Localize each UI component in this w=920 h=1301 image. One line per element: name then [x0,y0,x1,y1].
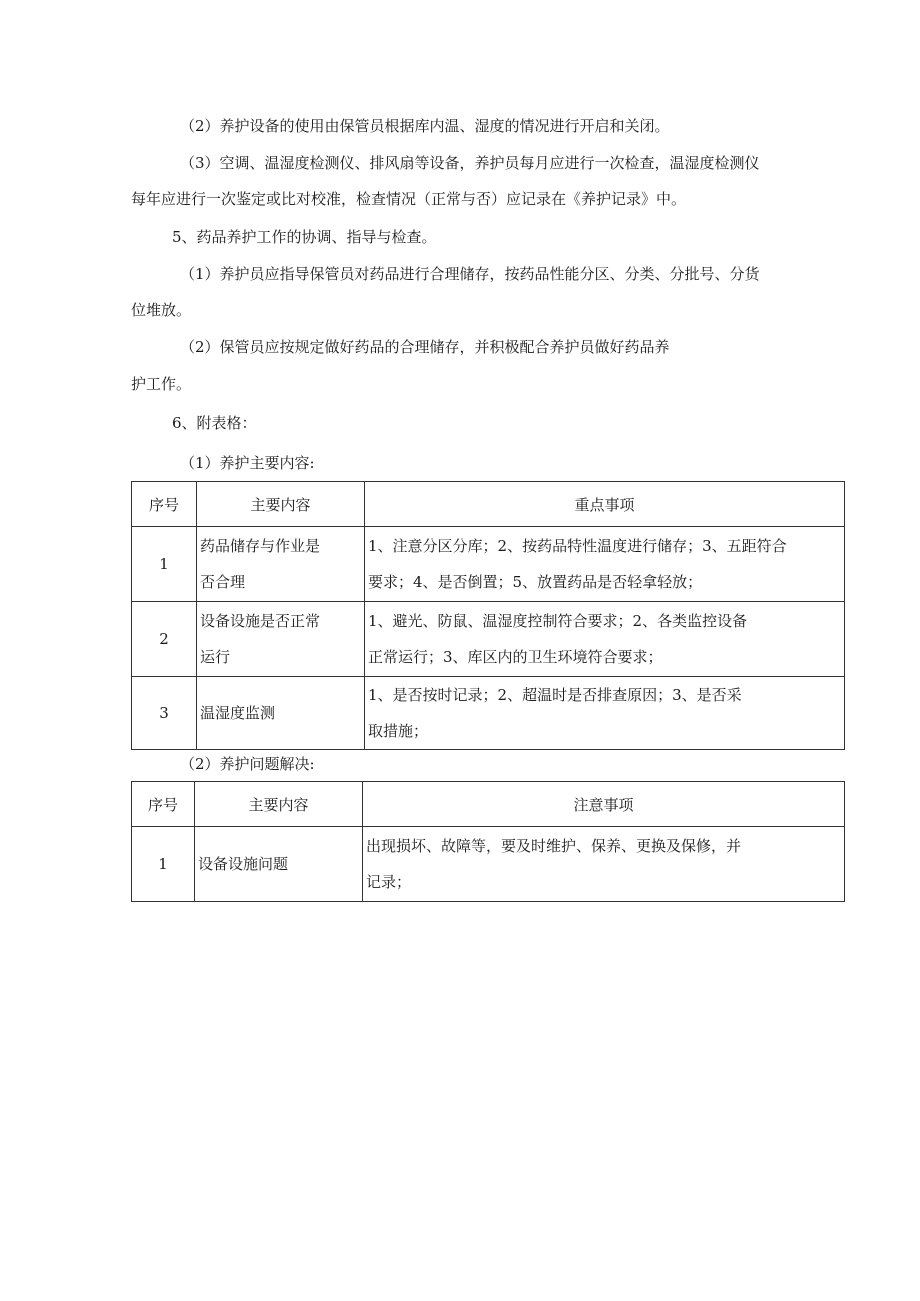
notes-cell [365,527,845,602]
table-header-row [132,482,845,527]
content-text: 药品储存与作业是 [200,537,321,555]
notes-cell [365,677,845,750]
notes-text: 1、避光、防鼠、温湿度控制符合要求；2、各类监控设备 [368,612,748,630]
content-cell [197,527,365,602]
section-heading-6: 6、附表格： [172,414,257,432]
section-heading-5: 5、药品养护工作的协调、指导与检查。 [172,228,437,246]
notes-text: 记录； [366,873,412,891]
content-text: 否合理 [200,573,246,591]
paragraph-line: （3）空调、温湿度检测仪、排风扇等设备，养护员每月应进行一次检查，温湿度检测仪 [180,154,760,172]
paragraph-line: 位堆放。 [131,301,192,319]
notes-text: 取措施； [368,722,429,740]
notes-text: 正常运行；3、库区内的卫生环境符合要求； [368,648,663,666]
table-row [132,602,845,677]
table1-caption: （1）养护主要内容: [180,454,315,472]
notes-text: 要求；4、是否倒置；5、放置药品是否轻拿轻放； [368,573,703,591]
table2-caption: （2）养护问题解决: [180,755,315,773]
maintenance-issues-table [131,781,845,902]
table-row [132,827,845,902]
row-number: 3 [132,677,197,750]
table-row [132,527,845,602]
notes-text: 出现损坏、故障等，要及时维护、保养、更换及保修，并 [366,837,742,855]
row-number: 1 [132,527,197,602]
notes-cell [363,827,845,902]
paragraph-line: （2）保管员应按规定做好药品的合理储存，并积极配合养护员做好药品养 [180,338,670,356]
content-text: 设备设施问题 [198,855,289,873]
content-cell [195,827,363,902]
header-cell: 序号 [132,782,195,827]
paragraph-line: （2）养护设备的使用由保管员根据库内温、湿度的情况进行开启和关闭。 [180,117,670,135]
paragraph-line: 每年应进行一次鉴定或比对校准，检查情况（正常与否）应记录在《养护记录》中。 [131,190,687,208]
table-header-row [132,782,845,827]
notes-text: 1、注意分区分库；2、按药品特性温度进行储存；3、五距符合 [368,537,787,555]
header-cell: 主要内容 [195,782,363,827]
content-cell [197,677,365,750]
paragraph-line: （1）养护员应指导保管员对药品进行合理储存，按药品性能分区、分类、分批号、分货 [180,265,760,283]
content-cell [197,602,365,677]
content-text: 运行 [200,648,231,666]
paragraph-line: 护工作。 [131,375,192,393]
notes-text: 1、是否按时记录；2、超温时是否排查原因；3、是否采 [368,686,742,704]
table-row [132,677,845,750]
row-number: 1 [132,827,195,902]
content-text: 设备设施是否正常 [200,612,321,630]
row-number: 2 [132,602,197,677]
maintenance-content-table [131,481,845,750]
header-cell: 主要内容 [197,482,365,527]
header-cell: 序号 [132,482,197,527]
header-cell: 重点事项 [365,482,845,527]
header-cell: 注意事项 [363,782,845,827]
notes-cell [365,602,845,677]
content-text: 温湿度监测 [200,704,276,722]
